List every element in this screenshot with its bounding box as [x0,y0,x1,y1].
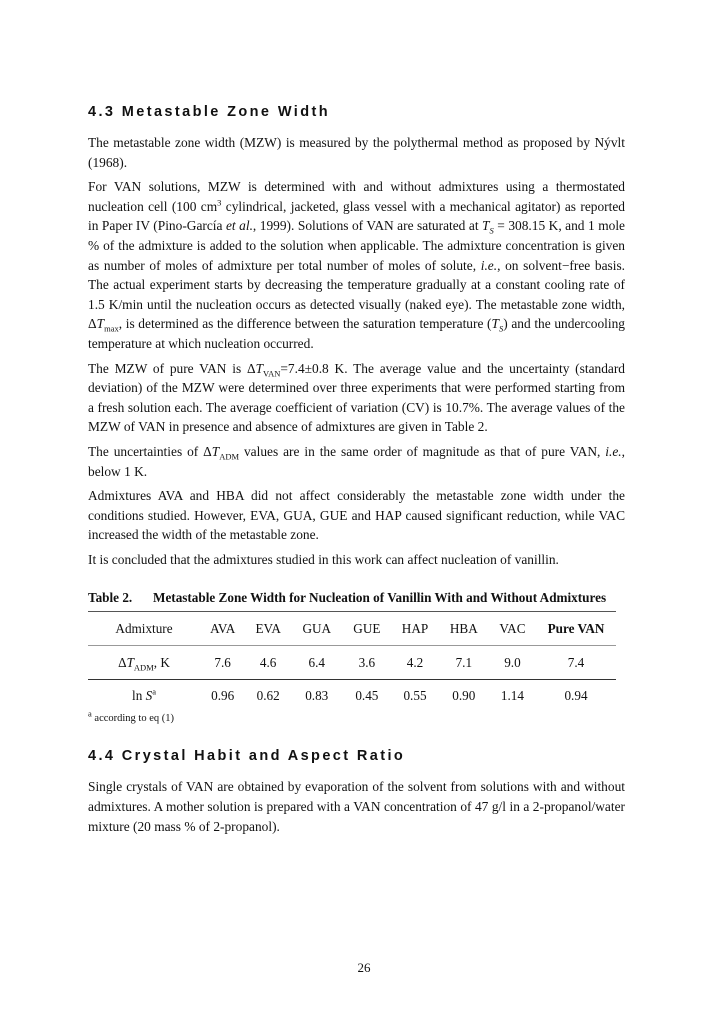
symbol-T: T [255,360,264,376]
delta-symbol: Δ [118,654,127,670]
table-cell: 9.0 [489,646,536,680]
italic-text: i.e. [480,257,498,273]
subscript: ADM [133,662,154,673]
header-cell: AVA [200,612,245,646]
header-admixture: Admixture [88,612,200,646]
header-cell: HAP [391,612,439,646]
unit-text: , K [153,654,170,670]
header-cell: GUE [342,612,391,646]
subscript: S [489,226,494,237]
text-run: =7.4±0.8 K. The average value and the uncertainty (standard deviation) of the MZW were determined over three experiments that were performed starting from a fresh solution each. The average coefficient of variation (CV) is 10.7%. The average values of the MZW of VAN in presence and absence of admixtures are given in Table 2. [88,360,626,435]
paragraph-admixtures-effect: Admixtures AVA and HBA did not affect considerably the metastable zone width under the conditions studied. However, EVA, GUA, GUE and HAP caused significant reduction, while VAC increased the width of the metastable zone. [88,488,625,543]
table-caption [88,589,625,607]
table-header-row [88,612,616,646]
header-cell: GUA [291,612,342,646]
paragraph-pure-van [88,359,625,437]
text-run: , 1999). Solutions of VAN are saturated at [252,218,483,234]
table-cell: 0.62 [256,688,280,704]
table-cell: 0.96 [211,688,235,704]
symbol-T: T [491,316,499,332]
table-cell: 0.55 [403,688,427,704]
table-row-delta-t [88,646,616,680]
header-cell: HBA [439,612,489,646]
table-mzw [88,611,616,712]
italic-text: et al. [225,218,253,234]
footnote-text: according to eq (1) [91,713,174,725]
text-run: = 308.15 K, and 1 mole % of the admixture is added to the solution when applicable. The admixture concentration is given as number of moles of admixture per total number of moles of solute, [88,218,625,273]
table-cell-pure: 7.4 [536,646,616,680]
paragraph-crystal-habit: Single crystals of VAN are obtained by evaporation of the solvent from solutions with and without admixtures. A mother solution is prepared with a VAN concentration of 47 g/l in a 2-propanol/water mixture (20 mass % of 2-propanol). [88,779,625,834]
subscript: VAN [263,368,281,379]
superscript: a [88,708,92,719]
subscript: S [498,324,504,335]
table-number: Table 2. [88,590,133,606]
paragraph-method: The metastable zone width (MZW) is measured by the polythermal method as proposed by Nývlt (1968). [88,135,625,170]
row-label-ln-s [88,680,200,713]
symbol-T: T [482,218,490,234]
table-cell: 7.6 [200,646,245,680]
page-content [88,102,625,841]
table-cell: 4.6 [245,646,291,680]
page-number: 26 [357,960,371,975]
table-cell: 7.1 [439,646,489,680]
superscript: a [152,687,156,698]
text-run: values are in the same order of magnitude as that of pure VAN, [239,443,606,459]
table-title: Metastable Zone Width for Nucleation of Vanillin With and Without Admixtures [153,590,607,606]
header-pure-van: Pure VAN [536,612,616,646]
subscript: max [104,324,119,335]
table-cell: 0.45 [355,688,379,704]
italic-text: i.e. [605,443,622,459]
paragraph-uncertainties [88,442,625,481]
table-row-ln-s [88,680,616,713]
table-cell: 6.4 [291,646,342,680]
text-run: , below 1 K. [88,443,625,479]
header-cell: VAC [489,612,536,646]
text-run: cylindrical, jacketed, glass vessel with a mechanical agitator) as reported in Paper IV (Pino-García [88,198,625,234]
table-cell: 1.14 [500,688,524,704]
superscript: 3 [217,197,222,208]
text-run: ln [132,688,146,704]
row-label-delta-t [88,646,200,680]
table-footnote [88,708,625,726]
section-heading-4-4: 4.4 Crystal Habit and Aspect Ratio [88,748,406,765]
text-run: , on solvent−free basis. The actual experiment starts by decreasing the temperature gradually at a constant cooling rate of 1.5 K/min until the nucleation occurs as detected visually (naked eye). The metastable zone width, Δ [88,257,625,332]
text-run: The MZW of pure VAN is Δ [88,360,256,376]
paragraph-conclusion: It is concluded that the admixtures studied in this work can affect nucleation of vanillin. [88,551,559,567]
symbol-S: S [145,688,153,704]
symbol-T: T [96,316,105,332]
text-run: ) and the undercooling temperature at which nucleation occurred. [88,316,625,351]
table-cell: 0.83 [305,688,329,704]
table-cell: 3.6 [342,646,391,680]
text-run: , is determined as the difference between the saturation temperature ( [118,316,492,332]
paragraph-procedure [88,177,625,353]
symbol-T: T [126,654,134,670]
symbol-T: T [211,443,220,459]
text-run: For VAN solutions, MZW is determined with and without admixtures using a thermostated nucleation cell (100 cm [88,179,625,214]
subscript: ADM [219,451,240,462]
header-cell: EVA [245,612,291,646]
text-run: The uncertainties of Δ [88,443,212,459]
table-cell: 0.90 [452,688,476,704]
section-heading-4-3: 4.3 Metastable Zone Width [88,104,330,120]
table-cell-pure: 0.94 [564,688,588,704]
table-cell: 4.2 [391,646,439,680]
